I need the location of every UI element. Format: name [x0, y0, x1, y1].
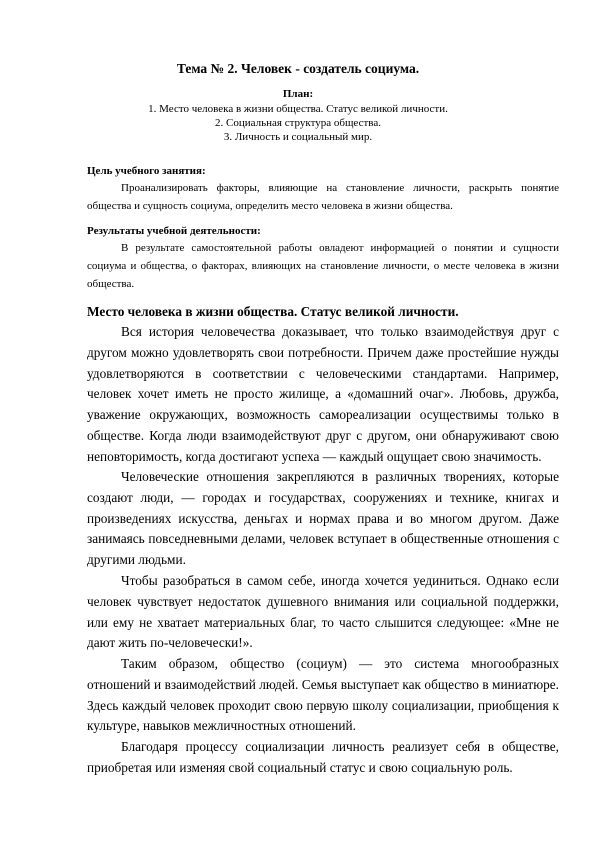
- plan-item-1: 1. Место человека в жизни общества. Статус великой личности.: [148, 103, 448, 115]
- results-text: В результате самостоятельной работы овладеют информацией о понятии и сущности социума и общества, о факторах, влияющих на становление личности, о месте человека в жизни общества.: [87, 242, 559, 290]
- plan-item-3: 3. Личность и социальный мир.: [223, 131, 373, 143]
- paragraph-3: Чтобы разобраться в самом себе, иногда хочется уединиться. Однако если человек чувствует недостаток душевного внимания или социальной поддержки, или ему не хватает материальных благ, то часто слышится следующее: «Мне не дают жить по-человечески!».: [87, 573, 559, 651]
- paragraph-4: Таким образом, общество (социум) — это система многообразных отношений и взаимодействий людей. Семья выступает как общество в миниатюре. Здесь каждый человек проходит свою первую школу социализации, приобщения к культуре, навыков межличностных отношений.: [87, 656, 559, 734]
- paragraph-2: Человеческие отношения закрепляются в различных творениях, которые создают люди, — городах и государствах, сооружениях и технике, книгах и произведениях искусства, деньгах и нормах права и во многом другом. Даже занимаясь повседневными делами, человек вступает в общественные отношения с другими людьми.: [87, 469, 559, 568]
- paragraph-5: Благодаря процессу социализации личность реализует себя в обществе, приобретая или изменяя свой социальный статус и свою социальную роль.: [87, 739, 559, 775]
- page-title: Тема № 2. Человек - создатель социума.: [176, 61, 420, 76]
- paragraph-1: Вся история человечества доказывает, что только взаимодействуя друг с другом можно удовлетворять свои потребности. Причем даже простейшие нужды удовлетворяются в соответствии с человеческими стандартами. Например, человек хочет иметь не просто жилище, а «домашний очаг». Любовь, дружба, уважение окружающих, возможность самореализации осуществимы только в обществе. Когда люди взаимодействуют друг с другом, они обнаруживают свою неповторимость, когда достигают успеха — каждый ощущает свою значимость.: [87, 324, 559, 464]
- results-heading: Результаты учебной деятельности:: [87, 225, 261, 237]
- goal-heading: Цель учебного занятия:: [87, 165, 206, 177]
- plan-item-2: 2. Социальная структура общества.: [215, 117, 381, 129]
- plan-heading: План:: [282, 88, 314, 100]
- goal-text: Проанализировать факторы, влияющие на становление личности, раскрыть понятие общества и сущность социума, определить место человека в жизни общества.: [87, 182, 559, 212]
- section-heading: Место человека в жизни общества. Статус великой личности.: [87, 304, 459, 319]
